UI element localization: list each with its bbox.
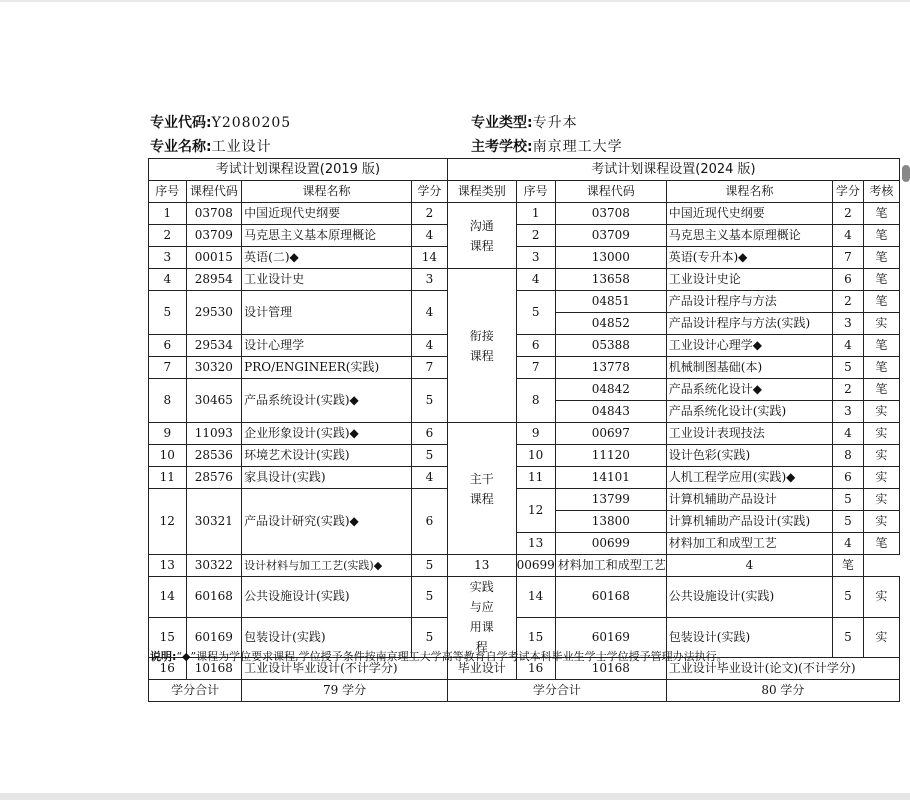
- footnote-text: “◆”课程为学位要求课程,学位授予条件按南京理工大学高等教育自学考试本科毕业生学士学位授予管理办法执行。: [176, 650, 728, 663]
- right-exam: 实: [863, 617, 899, 658]
- right-course: 马克思主义基本原理概论: [666, 225, 832, 247]
- right-credit: 5: [832, 577, 863, 618]
- left-credit: 5: [411, 577, 447, 618]
- col-header: 考核: [863, 181, 899, 203]
- major-code-value: Y2080205: [211, 115, 292, 131]
- right-exam: 实: [863, 489, 899, 511]
- left-seq: 2: [149, 225, 187, 247]
- table-row: [149, 247, 900, 269]
- left-total-label: 学分合计: [149, 680, 242, 702]
- right-code: 04842: [555, 379, 666, 401]
- course-plan-table: [148, 158, 900, 702]
- right-code: 00699: [555, 533, 666, 555]
- major-name: [150, 136, 272, 156]
- right-seq: 16: [516, 658, 555, 680]
- col-header: 课程名称: [242, 181, 412, 203]
- major-type: [471, 112, 578, 132]
- right-code: 13000: [555, 247, 666, 269]
- right-course: 公共设施设计(实践): [666, 577, 832, 618]
- left-course: 环境艺术设计(实践): [242, 445, 412, 467]
- major-code: [150, 112, 291, 132]
- right-exam: 笔: [863, 335, 899, 357]
- right-exam: 笔: [863, 203, 899, 225]
- col-header: 学分: [411, 181, 447, 203]
- right-total-label: 学分合计: [447, 680, 666, 702]
- left-code: 29534: [186, 335, 242, 357]
- right-credit: 4: [832, 533, 863, 555]
- left-course: 设计管理: [242, 291, 412, 335]
- right-code: 13800: [555, 511, 666, 533]
- right-code: 03709: [555, 225, 666, 247]
- left-seq: 1: [149, 203, 187, 225]
- right-course: 设计色彩(实践): [666, 445, 832, 467]
- right-credit: 7: [832, 247, 863, 269]
- right-code: 11120: [555, 445, 666, 467]
- col-header: 学分: [832, 181, 863, 203]
- right-credit: 4: [832, 225, 863, 247]
- right-seq: 5: [516, 291, 555, 335]
- right-code: 14101: [555, 467, 666, 489]
- major-code-label: 专业代码:: [150, 115, 212, 131]
- right-seq: 7: [516, 357, 555, 379]
- right-seq: 11: [516, 467, 555, 489]
- col-header: 课程代码: [186, 181, 242, 203]
- left-credit: 5: [411, 617, 447, 658]
- major-name-value: 工业设计: [211, 139, 272, 155]
- right-credit: 5: [832, 357, 863, 379]
- left-seq: 3: [149, 247, 187, 269]
- left-course: 工业设计毕业设计(不计学分): [242, 658, 448, 680]
- left-code: 29530: [186, 291, 242, 335]
- right-course: 包装设计(实践): [666, 617, 832, 658]
- right-exam: 笔: [863, 269, 899, 291]
- left-code: 28536: [186, 445, 242, 467]
- right-seq: 2: [516, 225, 555, 247]
- left-code: 60168: [186, 577, 242, 618]
- right-course: 机械制图基础(本): [666, 357, 832, 379]
- left-seq: 6: [149, 335, 187, 357]
- right-seq: 9: [516, 423, 555, 445]
- left-table-title: 考试计划课程设置(2019 版): [149, 159, 448, 181]
- right-credit: 3: [832, 313, 863, 335]
- right-code: 04851: [555, 291, 666, 313]
- left-credit: 4: [411, 291, 447, 335]
- right-course: 材料加工和成型工艺: [555, 555, 666, 577]
- right-code: 13658: [555, 269, 666, 291]
- right-seq: 13: [447, 555, 516, 577]
- right-credit: 5: [832, 511, 863, 533]
- right-exam: 笔: [863, 291, 899, 313]
- right-code: 00697: [555, 423, 666, 445]
- right-credit: 4: [666, 555, 832, 577]
- right-exam: 笔: [863, 379, 899, 401]
- right-exam: 实: [863, 401, 899, 423]
- footnote-label: 说明:: [150, 650, 177, 663]
- left-code: 11093: [186, 423, 242, 445]
- right-seq: 6: [516, 335, 555, 357]
- right-exam: 实: [863, 445, 899, 467]
- right-credit: 6: [832, 467, 863, 489]
- left-total-value: 79 学分: [242, 680, 448, 702]
- left-code: 28576: [186, 467, 242, 489]
- left-course: 英语(二)◆: [242, 247, 412, 269]
- table-row: [149, 203, 900, 225]
- left-code: 03709: [186, 225, 242, 247]
- right-credit: 2: [832, 379, 863, 401]
- right-credit: 6: [832, 269, 863, 291]
- left-credit: 6: [411, 489, 447, 555]
- right-course: 计算机辅助产品设计(实践): [666, 511, 832, 533]
- right-table-title: 考试计划课程设置(2024 版): [447, 159, 899, 181]
- left-credit: 14: [411, 247, 447, 269]
- left-seq: 5: [149, 291, 187, 335]
- right-course: 人机工程学应用(实践)◆: [666, 467, 832, 489]
- major-type-value: 专升本: [532, 115, 578, 131]
- left-course: 包装设计(实践): [242, 617, 412, 658]
- col-header: 序号: [149, 181, 187, 203]
- left-course: 设计心理学: [242, 335, 412, 357]
- col-header: 序号: [516, 181, 555, 203]
- exam-school-label: 主考学校:: [471, 139, 533, 155]
- left-course: 中国近现代史纲要: [242, 203, 412, 225]
- right-course: 产品设计程序与方法(实践): [666, 313, 832, 335]
- right-code: 13799: [555, 489, 666, 511]
- table-row: [149, 269, 900, 291]
- table-row: [149, 357, 900, 379]
- table-row: [149, 555, 900, 577]
- right-course: 材料加工和成型工艺: [666, 533, 832, 555]
- right-seq: 10: [516, 445, 555, 467]
- left-seq: 7: [149, 357, 187, 379]
- left-course: 企业形象设计(实践)◆: [242, 423, 412, 445]
- right-code: 05388: [555, 335, 666, 357]
- table-row: [149, 335, 900, 357]
- left-seq: 10: [149, 445, 187, 467]
- left-seq: 16: [149, 658, 187, 680]
- left-credit: 4: [411, 335, 447, 357]
- table-row: [149, 445, 900, 467]
- right-credit: 8: [832, 445, 863, 467]
- right-seq: 13: [516, 533, 555, 555]
- left-credit: 2: [411, 203, 447, 225]
- category-cell: 沟通课程: [447, 203, 516, 269]
- table-row: [149, 489, 900, 511]
- right-seq: 3: [516, 247, 555, 269]
- table-row: [149, 225, 900, 247]
- category-cell: 衔接课程: [447, 269, 516, 423]
- table-row: [149, 291, 900, 313]
- right-seq: 8: [516, 379, 555, 423]
- left-course: 产品设计研究(实践)◆: [242, 489, 412, 555]
- left-credit: 5: [411, 379, 447, 423]
- left-code: 30465: [186, 379, 242, 423]
- left-credit: 3: [411, 269, 447, 291]
- left-seq: 9: [149, 423, 187, 445]
- exam-school: [471, 136, 623, 156]
- category-cell: 实践与应用课程: [447, 577, 516, 658]
- left-course: 家具设计(实践): [242, 467, 412, 489]
- left-credit: 7: [411, 357, 447, 379]
- scrollbar-thumb[interactable]: [902, 165, 910, 182]
- totals-row: [149, 680, 900, 702]
- right-credit: 2: [832, 291, 863, 313]
- right-course: 计算机辅助产品设计: [666, 489, 832, 511]
- category-cell: 主干课程: [447, 423, 516, 555]
- right-course: 工业设计史论: [666, 269, 832, 291]
- left-code: 03708: [186, 203, 242, 225]
- left-credit: 5: [411, 555, 447, 577]
- right-course: 产品系统化设计◆: [666, 379, 832, 401]
- table-row: [149, 379, 900, 401]
- major-name-label: 专业名称:: [150, 139, 212, 155]
- left-seq: 14: [149, 577, 187, 618]
- left-seq: 8: [149, 379, 187, 423]
- right-course: 产品系统化设计(实践): [666, 401, 832, 423]
- right-code: 03708: [555, 203, 666, 225]
- right-code: 10168: [555, 658, 666, 680]
- left-course: 产品系统设计(实践)◆: [242, 379, 412, 423]
- left-code: 30321: [186, 489, 242, 555]
- right-seq: 14: [516, 577, 555, 618]
- table-title-row: [149, 159, 900, 181]
- right-code: 13778: [555, 357, 666, 379]
- column-header-row: [149, 181, 900, 203]
- right-course: 产品设计程序与方法: [666, 291, 832, 313]
- left-code: 00015: [186, 247, 242, 269]
- right-code: 00699: [516, 555, 555, 577]
- right-code: 60169: [555, 617, 666, 658]
- right-exam: 实: [863, 423, 899, 445]
- left-course: 工业设计史: [242, 269, 412, 291]
- left-code: 28954: [186, 269, 242, 291]
- col-header: 课程名称: [666, 181, 832, 203]
- left-code: 30322: [186, 555, 242, 577]
- left-course: 马克思主义基本原理概论: [242, 225, 412, 247]
- left-seq: 11: [149, 467, 187, 489]
- right-credit: 3: [832, 401, 863, 423]
- bottom-scrollbar-track[interactable]: [0, 793, 910, 800]
- table-row: [149, 577, 900, 618]
- left-course: PRO/ENGINEER(实践): [242, 357, 412, 379]
- right-credit: 4: [832, 335, 863, 357]
- right-course: 英语(专升本)◆: [666, 247, 832, 269]
- category-cell: 毕业设计: [447, 658, 516, 680]
- top-border: [0, 0, 910, 2]
- right-course: 工业设计表现技法: [666, 423, 832, 445]
- left-code: 30320: [186, 357, 242, 379]
- left-code: 60169: [186, 617, 242, 658]
- left-credit: 6: [411, 423, 447, 445]
- right-seq: 1: [516, 203, 555, 225]
- left-seq: 4: [149, 269, 187, 291]
- left-course: 公共设施设计(实践): [242, 577, 412, 618]
- right-seq: 15: [516, 617, 555, 658]
- left-seq: 15: [149, 617, 187, 658]
- right-exam: 实: [863, 511, 899, 533]
- right-code: 60168: [555, 577, 666, 618]
- left-credit: 4: [411, 467, 447, 489]
- right-credit: 5: [832, 617, 863, 658]
- table-row: [149, 467, 900, 489]
- right-credit: 4: [832, 423, 863, 445]
- table-row: [149, 423, 900, 445]
- left-credit: 4: [411, 225, 447, 247]
- right-exam: 实: [863, 577, 899, 618]
- right-exam: 笔: [863, 225, 899, 247]
- right-code: 04852: [555, 313, 666, 335]
- left-code: 10168: [186, 658, 242, 680]
- right-credit: 5: [832, 489, 863, 511]
- right-exam: 笔: [863, 247, 899, 269]
- right-seq: 4: [516, 269, 555, 291]
- left-seq: 12: [149, 489, 187, 555]
- left-seq: 13: [149, 555, 187, 577]
- left-credit: 5: [411, 445, 447, 467]
- col-header: 课程代码: [555, 181, 666, 203]
- right-course: 工业设计毕业设计(论文)(不计学分): [666, 658, 899, 680]
- right-exam: 笔: [832, 555, 863, 577]
- right-exam: 笔: [863, 533, 899, 555]
- right-course: 中国近现代史纲要: [666, 203, 832, 225]
- right-exam: 实: [863, 467, 899, 489]
- right-seq: 12: [516, 489, 555, 533]
- right-code: 04843: [555, 401, 666, 423]
- right-credit: 2: [832, 203, 863, 225]
- major-type-label: 专业类型:: [471, 115, 533, 131]
- footnote: [150, 648, 728, 664]
- left-course: 设计材料与加工工艺(实践)◆: [242, 555, 412, 577]
- exam-school-value: 南京理工大学: [532, 139, 623, 155]
- right-exam: 实: [863, 313, 899, 335]
- right-total-value: 80 学分: [666, 680, 899, 702]
- right-course: 工业设计心理学◆: [666, 335, 832, 357]
- right-exam: 笔: [863, 357, 899, 379]
- col-header: 课程类别: [447, 181, 516, 203]
